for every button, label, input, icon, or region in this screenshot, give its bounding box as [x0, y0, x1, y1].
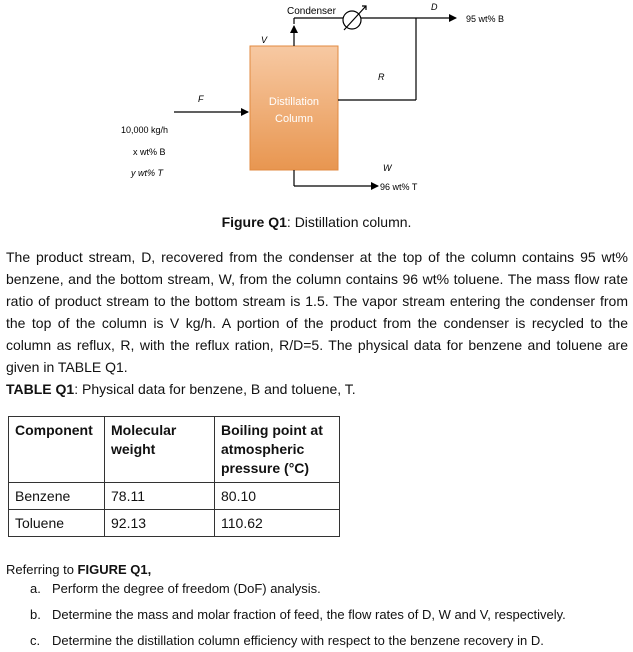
question-item [30, 581, 321, 596]
intro-ref: FIGURE Q1, [77, 562, 152, 577]
cell-molecular-weight: 78.11 [105, 483, 215, 510]
condenser-label: Condenser [287, 6, 336, 17]
distillation-diagram [0, 0, 633, 215]
cell-boiling-point: 110.62 [215, 510, 340, 537]
table-caption-label: TABLE Q1 [6, 381, 75, 397]
bottom-composition: 96 wt% T [380, 182, 418, 192]
table-caption-text: : Physical data for benzene, B and toluene, T. [74, 381, 356, 397]
cell-molecular-weight: 92.13 [105, 510, 215, 537]
feed-rate: 10,000 kg/h [121, 125, 169, 135]
problem-text: The product stream, D, recovered from the condenser at the top of the column contains 95 wt% benzene, and the bottom stream, W, from the column contains 96 wt% toluene. The mass flow rate ratio of product stream to the bottom stream is 1.5. The vapor stream entering the condenser from the top of the column is V kg/h. A portion of the product from the condenser is recycled to the column as reflux, R, with the reflux ration, R/D=5. The physical data for benzene and toluene are given in TABLE Q1. [6, 249, 628, 375]
questions-intro [6, 562, 151, 577]
table-row [9, 483, 340, 510]
distillation-column [250, 46, 338, 170]
table-row [9, 510, 340, 537]
question-label: b. [30, 607, 41, 622]
header-boiling-point: Boiling point at atmospheric pressure (°C) [215, 417, 340, 483]
physical-data-table [8, 416, 340, 537]
stream-v-label: V [261, 35, 268, 45]
stream-d-label: D [431, 2, 438, 12]
cell-component: Toluene [9, 510, 105, 537]
product-composition: 95 wt% B [466, 14, 505, 24]
feed-x: x wt% B [133, 147, 166, 157]
question-label: c. [30, 633, 41, 648]
question-text: Perform the degree of freedom (DoF) analysis. [52, 581, 321, 596]
column-label-line1: Distillation [268, 96, 320, 108]
cell-component: Benzene [9, 483, 105, 510]
stream-r-label: R [378, 72, 385, 82]
cell-boiling-point: 80.10 [215, 483, 340, 510]
column-label-line2: Column [275, 113, 313, 125]
figure-caption-text: : Distillation column. [286, 214, 412, 230]
figure-caption [0, 214, 633, 230]
stream-w-label: W [383, 163, 392, 173]
question-label: a. [30, 581, 41, 596]
figure-caption-label: Figure Q1 [221, 214, 287, 230]
question-item [30, 607, 566, 622]
header-component: Component [9, 417, 105, 483]
question-text: Determine the distillation column efficiency with respect to the benzene recovery in D. [52, 633, 544, 648]
table-caption [6, 381, 356, 397]
header-molecular-weight: Molecular weight [105, 417, 215, 483]
stream-f-label: F [198, 94, 204, 104]
question-item [30, 633, 544, 648]
question-text: Determine the mass and molar fraction of feed, the flow rates of D, W and V, respectively. [52, 607, 566, 622]
table-header-row [9, 417, 340, 483]
intro-prefix: Referring to [6, 562, 78, 577]
feed-y: y wt% T [131, 168, 164, 178]
